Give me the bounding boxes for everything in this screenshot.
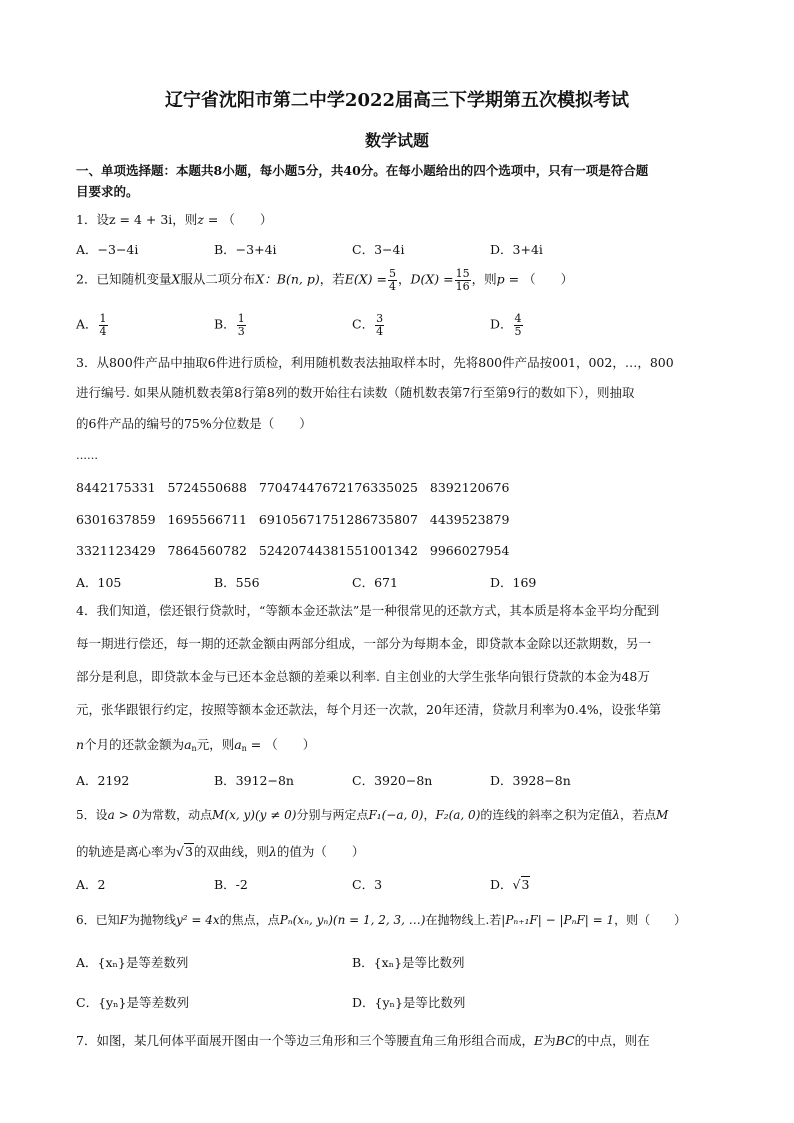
q4-line4: 元，张华跟银行约定，按照等额本金还款法，每个月还一次款，20年还清，贷款月利率为0.4%，设张华第: [76, 702, 662, 717]
q7-text: 为: [543, 1033, 556, 1048]
fraction-denominator: 5: [514, 324, 522, 338]
q5-option-a: A．2: [76, 877, 106, 892]
q7-text: 7．如图，某几何体平面展开图由一个等边三角形和三个等腰直角三角形组合而成，: [76, 1033, 534, 1048]
q2-expectation-label: E(X) =: [344, 271, 387, 287]
q3-option-d: D．169: [490, 575, 537, 590]
q5-text: 的双曲线，则: [193, 844, 269, 859]
random-cell: 8442175331: [76, 480, 156, 495]
q4-line5: [76, 735, 315, 753]
q5-text: 的轨迹是离心率为: [76, 844, 177, 859]
q2-text: ，则: [471, 271, 497, 287]
q5-text: 分别与两定点: [296, 808, 369, 822]
option-fraction: [237, 313, 246, 337]
fraction-numerator: 1: [99, 312, 107, 325]
fraction-denominator: 4: [388, 279, 396, 293]
q1-text: = （ ）: [203, 212, 273, 227]
q5-expr: M(x, y)(y ≠ 0): [212, 808, 297, 822]
q4-subscript: n: [241, 744, 247, 753]
question-1-stem: [76, 210, 272, 228]
q6-text: 的焦点，点: [219, 913, 280, 927]
q2-option-c: [352, 313, 385, 337]
random-cell: 9966027954: [429, 543, 510, 558]
q7-line1: [76, 1031, 650, 1049]
fraction-numerator: 1: [237, 312, 245, 325]
fraction-numerator: 4: [514, 312, 522, 325]
q4-option-a: A．2192: [76, 773, 130, 788]
q3-option-c: C．671: [352, 575, 398, 590]
option-fraction: [99, 313, 108, 337]
option-label: C．: [352, 316, 375, 332]
q2-distribution: X：B(n, p): [255, 271, 320, 287]
section-heading-line1: 一、单项选择题：本题共8小题，每小题5分，共40分。在每小题给出的四个选项中，只有一项是符合题: [76, 163, 649, 178]
fraction-denominator: 3: [237, 324, 245, 338]
exam-subtitle: 数学试题: [364, 131, 429, 150]
option-label: A．: [76, 316, 98, 332]
q4-option-d: D．3928−8n: [490, 773, 571, 788]
question-2-stem: [76, 268, 573, 292]
q4-option-c: C．3920−8n: [352, 773, 433, 788]
q3-option-b: B．556: [214, 575, 260, 590]
q6-parabola: y² = 4x: [175, 913, 220, 927]
q5-text: ，: [423, 808, 436, 822]
q1-option-a: A．−3−4i: [76, 242, 139, 257]
random-cell: 1695566711: [167, 512, 247, 527]
random-cell: 69105671751286735807: [258, 512, 418, 527]
q4-line3: 部分是利息，即贷款本金与已还本金总额的差乘以利率. 自主创业的大学生张华向银行贷款的本金为48万: [76, 669, 650, 684]
q5-var-m: M: [656, 808, 669, 822]
random-cell: 52420744381551001342: [258, 543, 418, 558]
exam-title: 辽宁省沈阳市第二中学2022届高三下学期第五次模拟考试: [164, 90, 630, 111]
q2-variance-fraction: [455, 268, 471, 292]
option-label: D．: [490, 316, 513, 332]
q5-text: ，若点: [620, 808, 657, 822]
q2-text: ，若: [319, 271, 345, 287]
sqrt-symbol: √3: [176, 844, 193, 859]
q1-text: ，则: [172, 212, 198, 227]
q5-lambda: λ: [268, 844, 277, 859]
q4-var-a: a: [184, 737, 192, 752]
sqrt-radicand: 3: [184, 844, 193, 859]
q3-ellipsis: ……: [76, 449, 98, 462]
q6-option-d: D．{yₙ}是等比数列: [352, 995, 466, 1010]
q6-line1: [76, 911, 686, 928]
q6-var-f: F: [119, 913, 128, 927]
q2-option-b: [214, 313, 247, 337]
q5-line2: [76, 842, 364, 860]
q6-text: 为抛物线: [127, 913, 176, 927]
q4-var-n: n: [76, 737, 85, 752]
q7-text: 的中点，则在: [574, 1033, 650, 1048]
q2-var-x: X: [171, 271, 181, 287]
q2-expectation-fraction: [388, 268, 397, 292]
q6-option-c: C．{yₙ}是等差数列: [76, 995, 189, 1010]
q6-text: ，则（ ）: [614, 913, 687, 927]
q1-option-c: C．3−4i: [352, 242, 405, 257]
q2-text: 服从二项分布: [180, 271, 256, 287]
q3-line1: 3．从800件产品中抽取6件进行质检，利用随机数表法抽取样本时，先将800件产品按001，002，…，800: [76, 355, 674, 370]
q2-text: ，: [397, 271, 411, 287]
fraction-denominator: 4: [376, 324, 384, 338]
q6-condition: |Pₙ₊₁F| − |PₙF| = 1: [501, 913, 615, 927]
q4-line2: 每一期进行偿还，每一期的还款金额由两部分组成，一部分为每期本金，即贷款本金除以还款期数，另一: [76, 636, 652, 651]
fraction-denominator: 4: [99, 324, 107, 338]
q5-text: 的连线的斜率之积为定值: [480, 808, 613, 822]
random-cell: 77047447672176335025: [258, 480, 418, 495]
q4-var-a: a: [234, 737, 242, 752]
option-label: D．: [490, 877, 513, 892]
fraction-numerator: 3: [376, 312, 384, 325]
q1-var: z: [197, 212, 204, 227]
q6-option-b: B．{xₙ}是等比数列: [352, 955, 465, 970]
random-table-row: [76, 543, 509, 558]
q5-expr: F₂(a, 0): [435, 808, 481, 822]
random-cell: 5724550688: [167, 480, 247, 495]
q3-line3: 的6件产品的编号的75%分位数是（ ）: [76, 416, 312, 431]
q5-text: 的值为（ ）: [276, 844, 365, 859]
q7-var-bc: BC: [555, 1033, 575, 1048]
q4-text: 个月的还款金额为: [84, 737, 185, 752]
q2-variance-label: D(X) =: [410, 271, 454, 287]
option-fraction: [514, 313, 523, 337]
q6-text: 6．已知: [76, 913, 120, 927]
q4-option-b: B．3912−8n: [214, 773, 294, 788]
random-cell: 3321123429: [76, 543, 156, 558]
fraction-numerator: 15: [455, 267, 470, 280]
q4-text: = （ ）: [246, 737, 316, 752]
q2-var-p: p: [496, 271, 505, 287]
sqrt-radicand: 3: [521, 877, 530, 892]
q5-line1: [76, 806, 668, 823]
q5-text: 为常数，动点: [140, 808, 213, 822]
q5-lambda: λ: [612, 808, 620, 822]
random-cell: 8392120676: [429, 480, 510, 495]
q3-option-a: A．105: [76, 575, 122, 590]
option-label: B．: [214, 316, 236, 332]
q6-option-a: A．{xₙ}是等差数列: [76, 955, 189, 970]
fraction-numerator: 5: [388, 267, 396, 280]
q1-expr: z = 4 + 3i: [108, 212, 173, 227]
q5-option-c: C．3: [352, 877, 383, 892]
q4-text: 元，则: [196, 737, 235, 752]
q4-line1: 4．我们知道，偿还银行贷款时，“等额本金还款法”是一种很常见的还款方式，其本质是将本金平均分配到: [76, 603, 660, 618]
q1-option-d: D．3+4i: [490, 242, 543, 257]
q1-option-b: B．−3+4i: [214, 242, 277, 257]
option-fraction: [375, 313, 384, 337]
fraction-denominator: 16: [455, 279, 470, 293]
q6-text: 在抛物线上.若: [425, 913, 502, 927]
q5-expr: F₁(−a, 0): [368, 808, 424, 822]
q2-text: = （ ）: [504, 271, 574, 287]
q5-option-d: [490, 875, 530, 893]
random-table-row: [76, 480, 509, 495]
random-cell: 4439523879: [429, 512, 510, 527]
q5-option-b: B．-2: [214, 877, 248, 892]
q5-expr: a > 0: [107, 808, 141, 822]
q2-option-d: [490, 313, 524, 337]
section-heading-line2: 目要求的。: [76, 184, 139, 199]
random-cell: 6301637859: [76, 512, 156, 527]
random-cell: 7864560782: [167, 543, 247, 558]
q2-option-a: [76, 313, 109, 337]
q6-point: Pₙ(xₙ, yₙ)(n = 1, 2, 3, …): [279, 913, 426, 927]
q1-text: 1．设: [76, 212, 109, 227]
q4-subscript: n: [191, 744, 197, 753]
q5-text: 5．设: [76, 808, 108, 822]
sqrt-symbol: √3: [512, 877, 530, 892]
q3-line2: 进行编号. 如果从随机数表第8行第8列的数开始往右读数（随机数表第7行至第9行的数如下），则抽取: [76, 385, 635, 400]
q2-text: 2．已知随机变量: [76, 271, 172, 287]
random-table-row: [76, 512, 509, 527]
q7-var-e: E: [533, 1033, 544, 1048]
